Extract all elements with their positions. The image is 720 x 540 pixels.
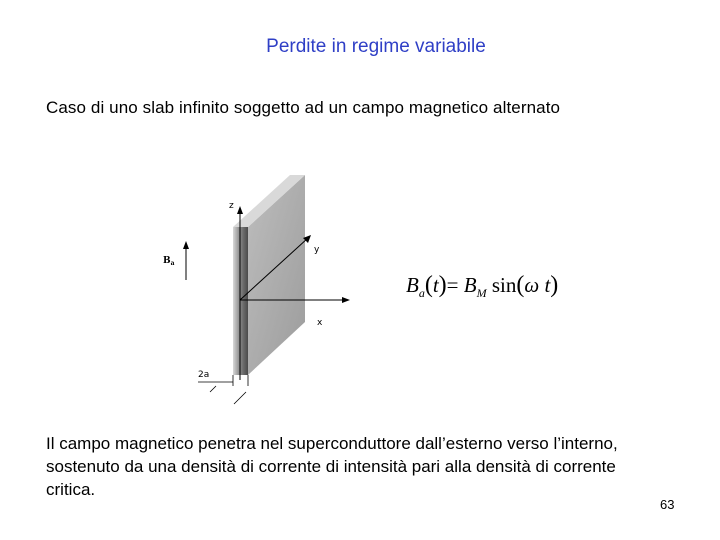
slab-diagram-svg	[150, 170, 380, 410]
formula-lhs-symbol: B	[406, 273, 419, 297]
thickness-slash-right	[234, 392, 246, 404]
formula-lhs-arg: t	[432, 273, 439, 297]
x-axis-arrowhead	[342, 297, 350, 303]
page-number: 63	[660, 497, 675, 512]
x-axis-label: x	[317, 318, 323, 328]
formula-equals: =	[446, 273, 459, 297]
formula-rhs-symbol: B	[463, 273, 477, 297]
z-axis-arrowhead	[237, 206, 243, 214]
field-label: $B_a$	[163, 256, 175, 267]
formula-rhs-sub: M	[476, 286, 487, 301]
z-axis-label: z	[229, 201, 234, 211]
slab-side-face	[248, 175, 305, 375]
formula-func: sin	[491, 273, 517, 297]
thickness-label: 2a	[198, 370, 210, 380]
body-paragraph: Il campo magnetico penetra nel superconduttore dall’esterno verso l’interno, sostenuto da una densità di corrente di intensità pari alla densità di corrente critica.	[46, 434, 618, 499]
y-axis-label: y	[314, 245, 320, 255]
field-arrow-head	[183, 241, 189, 249]
slab-diagram	[150, 170, 380, 410]
slide-subtitle: Caso di uno slab infinito soggetto ad un campo magnetico alternato	[46, 98, 561, 117]
field-formula: $B_a(t)= B_M$ sin(ω t)	[406, 272, 559, 301]
formula-lhs-sub: a	[418, 286, 425, 301]
thickness-slash-left	[210, 386, 216, 392]
slide-title: Perdite in regime variabile	[266, 36, 486, 57]
formula-rhs-arg: t	[544, 273, 551, 297]
formula-omega: ω	[524, 273, 540, 297]
